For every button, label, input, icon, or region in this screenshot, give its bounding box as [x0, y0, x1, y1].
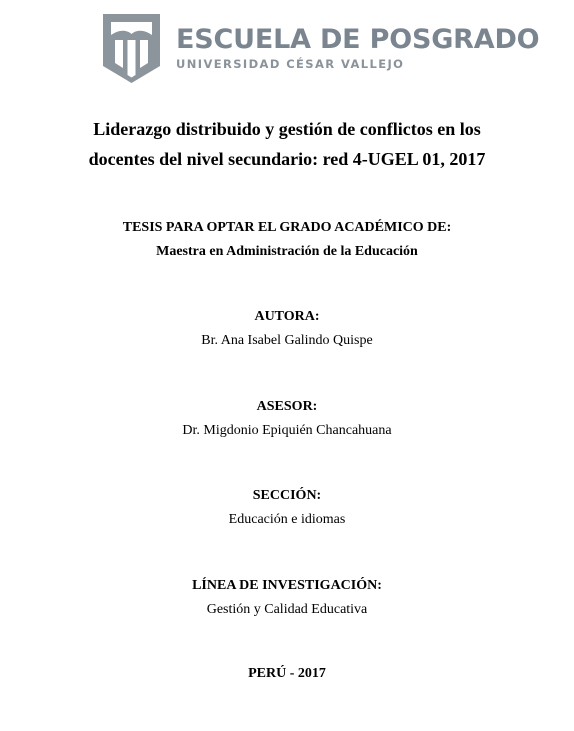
institution-name: ESCUELA DE POSGRADO [176, 24, 540, 55]
advisor-value: Dr. Migdonio Epiquién Chancahuana [182, 423, 392, 438]
research-line-label: LÍNEA DE INVESTIGACIÓN: [192, 578, 382, 593]
year: 2017 [297, 666, 326, 681]
degree-section [0, 216, 574, 264]
degree-value: Maestra en Administración de la Educación [156, 244, 418, 259]
institution-header [103, 14, 540, 84]
advisor-section [0, 395, 574, 443]
thesis-title-line-2: docentes del nivel secundario: red 4-UGEL 01, 2017 [88, 149, 486, 169]
university-name: UNIVERSIDAD CÉSAR VALLEJO [176, 57, 405, 71]
thesis-title-line-1: Liderazgo distribuido y gestión de conflictos en los [93, 119, 481, 139]
place-and-year [0, 666, 574, 682]
advisor-label: ASESOR: [256, 399, 318, 414]
author-section [0, 305, 574, 353]
author-label: AUTORA: [254, 309, 320, 324]
ucv-emblem-icon [103, 14, 160, 83]
academic-section [0, 484, 574, 532]
thesis-title [0, 114, 574, 174]
academic-section-label: SECCIÓN: [252, 488, 322, 503]
research-line-section [0, 574, 574, 622]
degree-label: TESIS PARA OPTAR EL GRADO ACADÉMICO DE: [122, 220, 452, 235]
author-value: Br. Ana Isabel Galindo Quispe [201, 333, 373, 348]
country: PERÚ [248, 666, 287, 681]
separator: - [286, 666, 298, 681]
research-line-value: Gestión y Calidad Educativa [206, 602, 368, 617]
academic-section-value: Educación e idiomas [228, 512, 346, 527]
